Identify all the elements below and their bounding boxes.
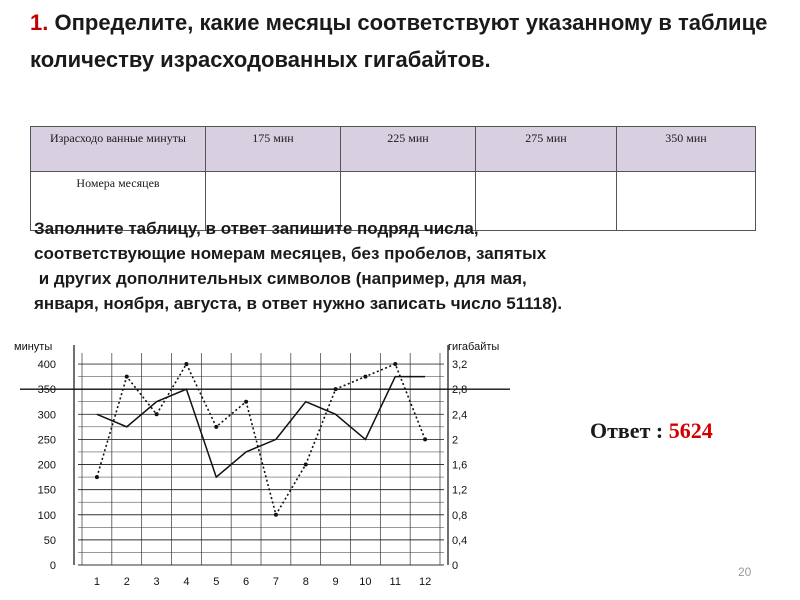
header-cell: 225 мин [341, 127, 476, 172]
gigabytes-point [393, 362, 397, 366]
gigabytes-point [125, 375, 129, 379]
left-tick-label: 0 [49, 560, 56, 572]
x-tick-label: 11 [389, 576, 401, 588]
right-tick-label: 1,6 [452, 459, 468, 472]
x-tick-label: 5 [213, 576, 220, 588]
header-cell: 275 мин [476, 127, 617, 172]
x-tick-label: 12 [418, 576, 432, 588]
right-tick-label: 0,4 [452, 534, 468, 547]
left-tick-label: 250 [37, 434, 56, 447]
task-number: 1. [30, 10, 49, 35]
right-tick-label: 2,8 [452, 384, 468, 397]
table-header-row [31, 127, 756, 172]
task-title [30, 4, 780, 78]
answer-label: Ответ : [590, 418, 669, 443]
gigabytes-point [363, 375, 367, 379]
x-tick-label: 2 [123, 576, 130, 588]
header-label-cell: Израсходо ванные минуты [31, 127, 206, 172]
gigabytes-point [334, 387, 338, 391]
x-tick-label: 9 [332, 576, 339, 588]
gigabytes-point [214, 425, 218, 429]
gigabytes-point [274, 513, 278, 517]
right-tick-label: 0 [452, 560, 459, 572]
page-number: 20 [738, 565, 752, 579]
x-tick-label: 1 [93, 576, 100, 588]
dual-axis-line-chart [0, 340, 520, 600]
right-tick-label: 1,2 [452, 484, 468, 497]
x-tick-label: 6 [243, 576, 250, 588]
left-tick-label: 100 [37, 509, 56, 522]
x-tick-label: 10 [359, 576, 372, 588]
header-cell: 175 мин [206, 127, 341, 172]
right-axis-title: гигабайты [448, 341, 500, 353]
x-tick-label: 7 [272, 576, 279, 588]
left-tick-label: 400 [37, 359, 56, 372]
x-tick-label: 4 [183, 576, 190, 588]
left-tick-label: 350 [37, 384, 56, 397]
gigabytes-point [155, 412, 159, 416]
instructions-text: Заполните таблицу, в ответ запишите подряд числа, соответствующие номерам месяцев, без пробелов, запятых и других дополнительных символов (например, для мая, января, ноября, августа, в ответ нужно записать число 51118). [34, 219, 563, 313]
right-tick-label: 0,8 [452, 509, 468, 522]
row-label-cell: Номера месяцев [31, 172, 206, 231]
left-tick-label: 50 [43, 534, 56, 547]
right-tick-label: 2,4 [452, 409, 468, 422]
right-tick-label: 3,2 [452, 359, 468, 372]
gigabytes-point [184, 362, 188, 366]
answer-value: 5624 [668, 418, 713, 443]
gigabytes-point [423, 437, 427, 441]
answer-block [590, 418, 713, 444]
left-tick-label: 300 [37, 409, 56, 422]
gigabytes-point [95, 475, 99, 479]
x-tick-label: 3 [153, 576, 160, 588]
left-tick-label: 150 [37, 484, 56, 497]
right-tick-label: 2 [452, 434, 459, 447]
task-text: Определите, какие месяцы соответствуют указанному в таблице количеству израсходованных гигабайтов. [30, 10, 768, 72]
gigabytes-point [244, 400, 248, 404]
x-tick-label: 8 [302, 576, 309, 588]
gigabytes-point [304, 463, 308, 467]
left-axis-title: минуты [14, 341, 53, 353]
header-cell: 350 мин [617, 127, 756, 172]
left-tick-label: 200 [37, 459, 56, 472]
